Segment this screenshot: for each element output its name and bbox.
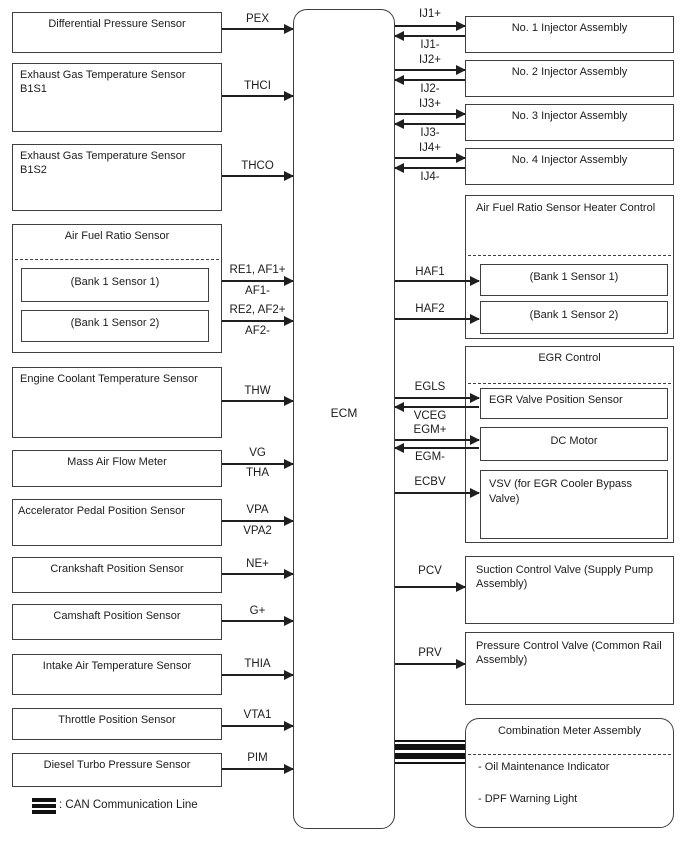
- device-box-injector-1: [465, 16, 674, 53]
- box-title: Throttle Position Sensor: [58, 714, 176, 726]
- can-bar-icon: [32, 810, 56, 814]
- sensor-box-mass-air-flow: [12, 450, 222, 487]
- box-title: Combination Meter Assembly: [497, 725, 642, 737]
- box-title: Exhaust Gas Temperature Sensor B1S2: [20, 150, 186, 177]
- ecm-label: ECM: [330, 406, 358, 420]
- wire-haf1: [395, 280, 479, 282]
- wire-pex: [222, 28, 293, 30]
- sensor-box-crankshaft-position: [12, 557, 222, 593]
- can-line-thick-upper: [395, 744, 465, 750]
- sensor-box-egt-b1s1: [12, 63, 222, 132]
- can-bar-icon: [32, 804, 56, 808]
- arrow-right-icon: [470, 314, 480, 324]
- sub-box-bank1-sensor2: [480, 301, 668, 334]
- box-title: No. 1 Injector Assembly: [511, 22, 628, 34]
- signal-label-ij1p: IJ1+: [418, 8, 442, 20]
- box-title: Suction Control Valve (Supply Pump Assembly): [476, 564, 654, 591]
- signal-label-pex: PEX: [245, 13, 269, 25]
- signal-label-egmm: EGM-: [414, 451, 446, 463]
- signal-label-ne: NE+: [246, 558, 269, 570]
- sub-box-title: (Bank 1 Sensor 2): [70, 317, 160, 329]
- sensor-box-engine-coolant-temp: [12, 367, 222, 438]
- box-title: Air Fuel Ratio Sensor Heater Control: [476, 202, 656, 214]
- box-title: Crankshaft Position Sensor: [50, 563, 184, 575]
- arrow-right-icon: [456, 109, 466, 119]
- wire-egls: [395, 397, 479, 399]
- wire-vpa: [222, 520, 293, 522]
- wire-ij4-minus: [395, 167, 465, 169]
- wire-vceg: [395, 406, 479, 408]
- wire-af2: [222, 320, 293, 322]
- can-line-thin-top: [395, 740, 465, 742]
- box-title: Intake Air Temperature Sensor: [42, 660, 192, 672]
- dashed-separator: [468, 383, 671, 384]
- arrow-right-icon: [456, 65, 466, 75]
- sub-box-title: (Bank 1 Sensor 1): [529, 271, 619, 283]
- signal-label-ij4m: IJ4-: [420, 171, 440, 183]
- signal-label-ij3p: IJ3+: [418, 98, 442, 110]
- box-title: Differential Pressure Sensor: [48, 18, 186, 30]
- signal-label-haf2: HAF2: [415, 303, 445, 315]
- device-box-egr-control: [465, 346, 674, 543]
- sub-box-title: (Bank 1 Sensor 1): [70, 276, 160, 288]
- wire-egm-minus: [395, 447, 479, 449]
- box-title: No. 2 Injector Assembly: [511, 66, 628, 78]
- box-title: EGR Control: [538, 352, 601, 364]
- signal-label-ij1m: IJ1-: [420, 39, 440, 51]
- can-bar-icon: [32, 798, 56, 802]
- box-title: Camshaft Position Sensor: [53, 610, 181, 622]
- wire-ij1-plus: [395, 25, 465, 27]
- wire-prv: [395, 663, 465, 665]
- box-title: Air Fuel Ratio Sensor: [64, 230, 170, 242]
- wire-ij1-minus: [395, 35, 465, 37]
- wire-ij4-plus: [395, 157, 465, 159]
- wire-pcv: [395, 586, 465, 588]
- legend-label: : CAN Communication Line: [59, 799, 198, 811]
- wire-thw: [222, 400, 293, 402]
- sensor-box-diesel-turbo-pressure: [12, 753, 222, 787]
- wire-ecbv: [395, 492, 479, 494]
- wire-g: [222, 620, 293, 622]
- box-title: Engine Coolant Temperature Sensor: [20, 373, 198, 385]
- can-line-thick-lower: [395, 753, 465, 759]
- sensor-box-camshaft-position: [12, 604, 222, 640]
- signal-label-thia: THIA: [244, 658, 271, 670]
- arrow-right-icon: [470, 393, 480, 403]
- signal-label-thci: THCI: [244, 80, 271, 92]
- arrow-right-icon: [470, 488, 480, 498]
- sub-box-bank1-sensor2: [21, 310, 209, 342]
- box-title: Mass Air Flow Meter: [67, 456, 167, 468]
- signal-label-vceg: VCEG: [413, 410, 447, 422]
- sub-box-title: DC Motor: [550, 435, 598, 447]
- sub-box-bank1-sensor1: [480, 264, 668, 296]
- wire-vg-tha: [222, 463, 293, 465]
- box-title: Accelerator Pedal Position Sensor: [18, 505, 185, 517]
- sub-box-title: EGR Valve Position Sensor: [489, 394, 623, 406]
- box-title: No. 4 Injector Assembly: [511, 154, 628, 166]
- device-box-afr-heater-control: [465, 195, 674, 339]
- signal-label-re2-af2p: RE2, AF2+: [229, 304, 286, 316]
- sub-box-dc-motor: [480, 427, 668, 461]
- box-title: Diesel Turbo Pressure Sensor: [43, 759, 191, 771]
- sub-box-egr-valve-position-sensor: [480, 388, 668, 419]
- sensor-box-differential-pressure: [12, 12, 222, 53]
- sub-box-title: VSV (for EGR Cooler Bypass Valve): [489, 478, 633, 505]
- dashed-separator: [15, 259, 219, 260]
- wire-ij2-minus: [395, 79, 465, 81]
- sub-box-title: (Bank 1 Sensor 2): [529, 309, 619, 321]
- signal-label-vg: VG: [249, 447, 266, 459]
- sub-box-bank1-sensor1: [21, 268, 209, 302]
- signal-label-af2m: AF2-: [245, 325, 270, 337]
- sub-box-vsv-egr-cooler-bypass: [480, 470, 668, 539]
- wire-af1: [222, 280, 293, 282]
- signal-label-vpa2: VPA2: [243, 525, 272, 537]
- sensor-box-accelerator-pedal: [12, 499, 222, 546]
- device-box-injector-4: [465, 148, 674, 185]
- signal-label-thco: THCO: [241, 160, 274, 172]
- signal-label-haf1: HAF1: [415, 266, 445, 278]
- signal-label-ij2p: IJ2+: [418, 54, 442, 66]
- signal-label-vpa: VPA: [246, 504, 269, 516]
- wire-ij3-plus: [395, 113, 465, 115]
- signal-label-ij2m: IJ2-: [420, 83, 440, 95]
- wire-pim: [222, 768, 293, 770]
- signal-label-re1-af1p: RE1, AF1+: [229, 264, 286, 276]
- signal-label-vta1: VTA1: [243, 709, 272, 721]
- device-box-injector-2: [465, 60, 674, 97]
- signal-label-pcv: PCV: [418, 565, 442, 577]
- meter-item-dpf-warning: - DPF Warning Light: [478, 793, 578, 805]
- device-box-pressure-control-valve: [465, 632, 674, 705]
- wire-ij3-minus: [395, 123, 465, 125]
- signal-label-pim: PIM: [247, 752, 268, 764]
- box-title: Pressure Control Valve (Common Rail Assembly): [476, 640, 662, 667]
- arrow-right-icon: [470, 435, 480, 445]
- arrow-right-icon: [456, 659, 466, 669]
- meter-item-oil-maintenance: - Oil Maintenance Indicator: [478, 761, 610, 773]
- wire-vta1: [222, 725, 293, 727]
- device-box-combination-meter: [465, 718, 674, 828]
- signal-label-egmp: EGM+: [413, 424, 447, 436]
- sensor-box-intake-air-temp: [12, 654, 222, 695]
- wire-haf2: [395, 318, 479, 320]
- box-title: No. 3 Injector Assembly: [511, 110, 628, 122]
- sensor-box-egt-b1s2: [12, 144, 222, 211]
- sensor-box-air-fuel-ratio: [12, 224, 222, 353]
- device-box-injector-3: [465, 104, 674, 141]
- arrow-right-icon: [456, 582, 466, 592]
- can-line-thin-bottom: [395, 762, 465, 764]
- wire-thia: [222, 674, 293, 676]
- box-title: Exhaust Gas Temperature Sensor B1S1: [20, 69, 186, 96]
- wire-ij2-plus: [395, 69, 465, 71]
- signal-label-ecbv: ECBV: [414, 476, 446, 488]
- arrow-right-icon: [470, 276, 480, 286]
- signal-label-g: G+: [249, 605, 266, 617]
- can-legend-icon: [32, 798, 56, 814]
- sensor-box-throttle-position: [12, 708, 222, 740]
- signal-label-tha: THA: [246, 467, 269, 479]
- device-box-suction-control-valve: [465, 556, 674, 624]
- signal-label-thw: THW: [244, 385, 271, 397]
- dashed-separator: [468, 255, 671, 256]
- wire-egm-plus: [395, 439, 479, 441]
- signal-label-af1m: AF1-: [245, 285, 270, 297]
- can-line-connector: [395, 740, 465, 764]
- signal-label-egls: EGLS: [414, 381, 446, 393]
- wire-thci: [222, 95, 293, 97]
- dashed-separator: [468, 754, 671, 755]
- wire-thco: [222, 175, 293, 177]
- wire-ne: [222, 573, 293, 575]
- arrow-right-icon: [456, 153, 466, 163]
- arrow-right-icon: [456, 21, 466, 31]
- signal-label-ij4p: IJ4+: [418, 142, 442, 154]
- signal-label-prv: PRV: [418, 647, 442, 659]
- signal-label-ij3m: IJ3-: [420, 127, 440, 139]
